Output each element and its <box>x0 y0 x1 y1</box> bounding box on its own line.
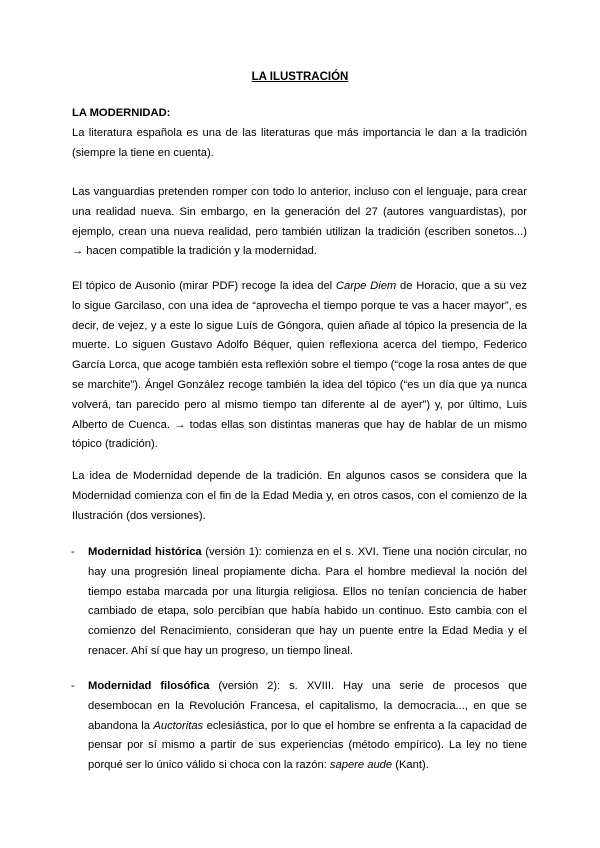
list-bullet: - <box>71 680 75 692</box>
paragraph-3-text-a: El tópico de Ausonio (mirar PDF) recoge la idea del <box>72 280 336 292</box>
list-item-2-emphasis-a: Auctoritas <box>153 719 204 732</box>
document-title: LA ILUSTRACIÓN <box>251 71 349 83</box>
list-item-2-text-b: eclesiástica, por lo que el hombre se enfrenta a la capacidad de pensar por sí mismo a partir de sus experiencias (método empírico). La ley no tiene porqué ser lo único válido si choca con la razón: <box>88 719 527 772</box>
paragraph-3 <box>72 277 527 455</box>
paragraph-3-block <box>72 277 527 455</box>
list-item-2-text-a: (versión 2): s. XVIII. Hay una serie de procesos que desembocan en la Revolución Francesa, el capitalismo, la democracia..., en que se abandona la <box>88 680 527 732</box>
paragraph-3-emphasis: Carpe Diem <box>335 280 397 292</box>
section-heading: LA MODERNIDAD: <box>72 107 171 119</box>
section-modernidad <box>72 104 527 163</box>
list-item-2-text-c: (Kant). <box>392 759 429 772</box>
list-bullet: - <box>71 546 75 558</box>
paragraph-2-block <box>72 183 527 262</box>
paragraph-3-text-b: de Horacio, que a su vez lo sigue Garcilaso, con una idea de “aprovecha el tiempo porque te vas a hacer mayor”, es decir, de vejez, y a este lo sigue Luís de Góngora, quien añade al tópico la presencia de la muerte. Lo siguen Gustavo Adolfo Béquer, quien reflexiona acerca del tiempo, Federico García Lorca, que acoge también esta reflexión sobre el tiempo (“coge la rosa antes de que se marchite”). Ángel González recoge también la idea del tópico (“es un día que ya nunca volverá, tan parecido pero al mismo tiempo tan diferente al de ayer”) y, por último, Luis Alberto de Cuenca. → todas ellas son distintas maneras que hay de hablar de un mismo tópico (tradición). <box>72 280 528 451</box>
paragraph-4: La idea de Modernidad depende de la tradición. En algunos casos se considera que la Modernidad comienza con el fin de la Edad Media y, en otros casos, con el comienzo de la Ilustración (dos versiones). <box>72 470 527 522</box>
list-item <box>71 543 527 662</box>
paragraph-4-block <box>72 467 527 526</box>
paragraph-2: Las vanguardias pretenden romper con todo lo anterior, incluso con el lenguaje, para crear una realidad nueva. Sin embargo, en la generación del 27 (autores vanguardistas), por ejemplo, crean una nueva realidad, pero también utilizan la tradición (escriben sonetos...) → hacen compatible la tradición y la modernidad. <box>72 186 527 258</box>
list-item-1-text: (versión 1): comienza en el s. XVI. Tiene una noción circular, no hay una progresión lineal propiamente dicha. Para el hombre medieval la noción del tiempo estaba marcada por una liturgia religiosa. Ellos no tenían conciencia de haber cambiado de etapa, solo percibían que había habido un continuo. Esto cambia con el comienzo del Renacimiento, consideran que hay un puente entre la Edad Media y el renacer. Ahí sí que hay un progreso, un tiempo lineal. <box>88 546 527 657</box>
list-item-2-emphasis-b: sapere aude <box>329 759 393 772</box>
list-item-2-label: Modernidad filosófica <box>88 680 210 692</box>
list-item-1-label: Modernidad histórica <box>88 546 202 558</box>
paragraph-1: La literatura española es una de las literaturas que más importancia le dan a la tradición (siempre la tiene en cuenta). <box>72 126 527 159</box>
list-item <box>71 677 527 776</box>
